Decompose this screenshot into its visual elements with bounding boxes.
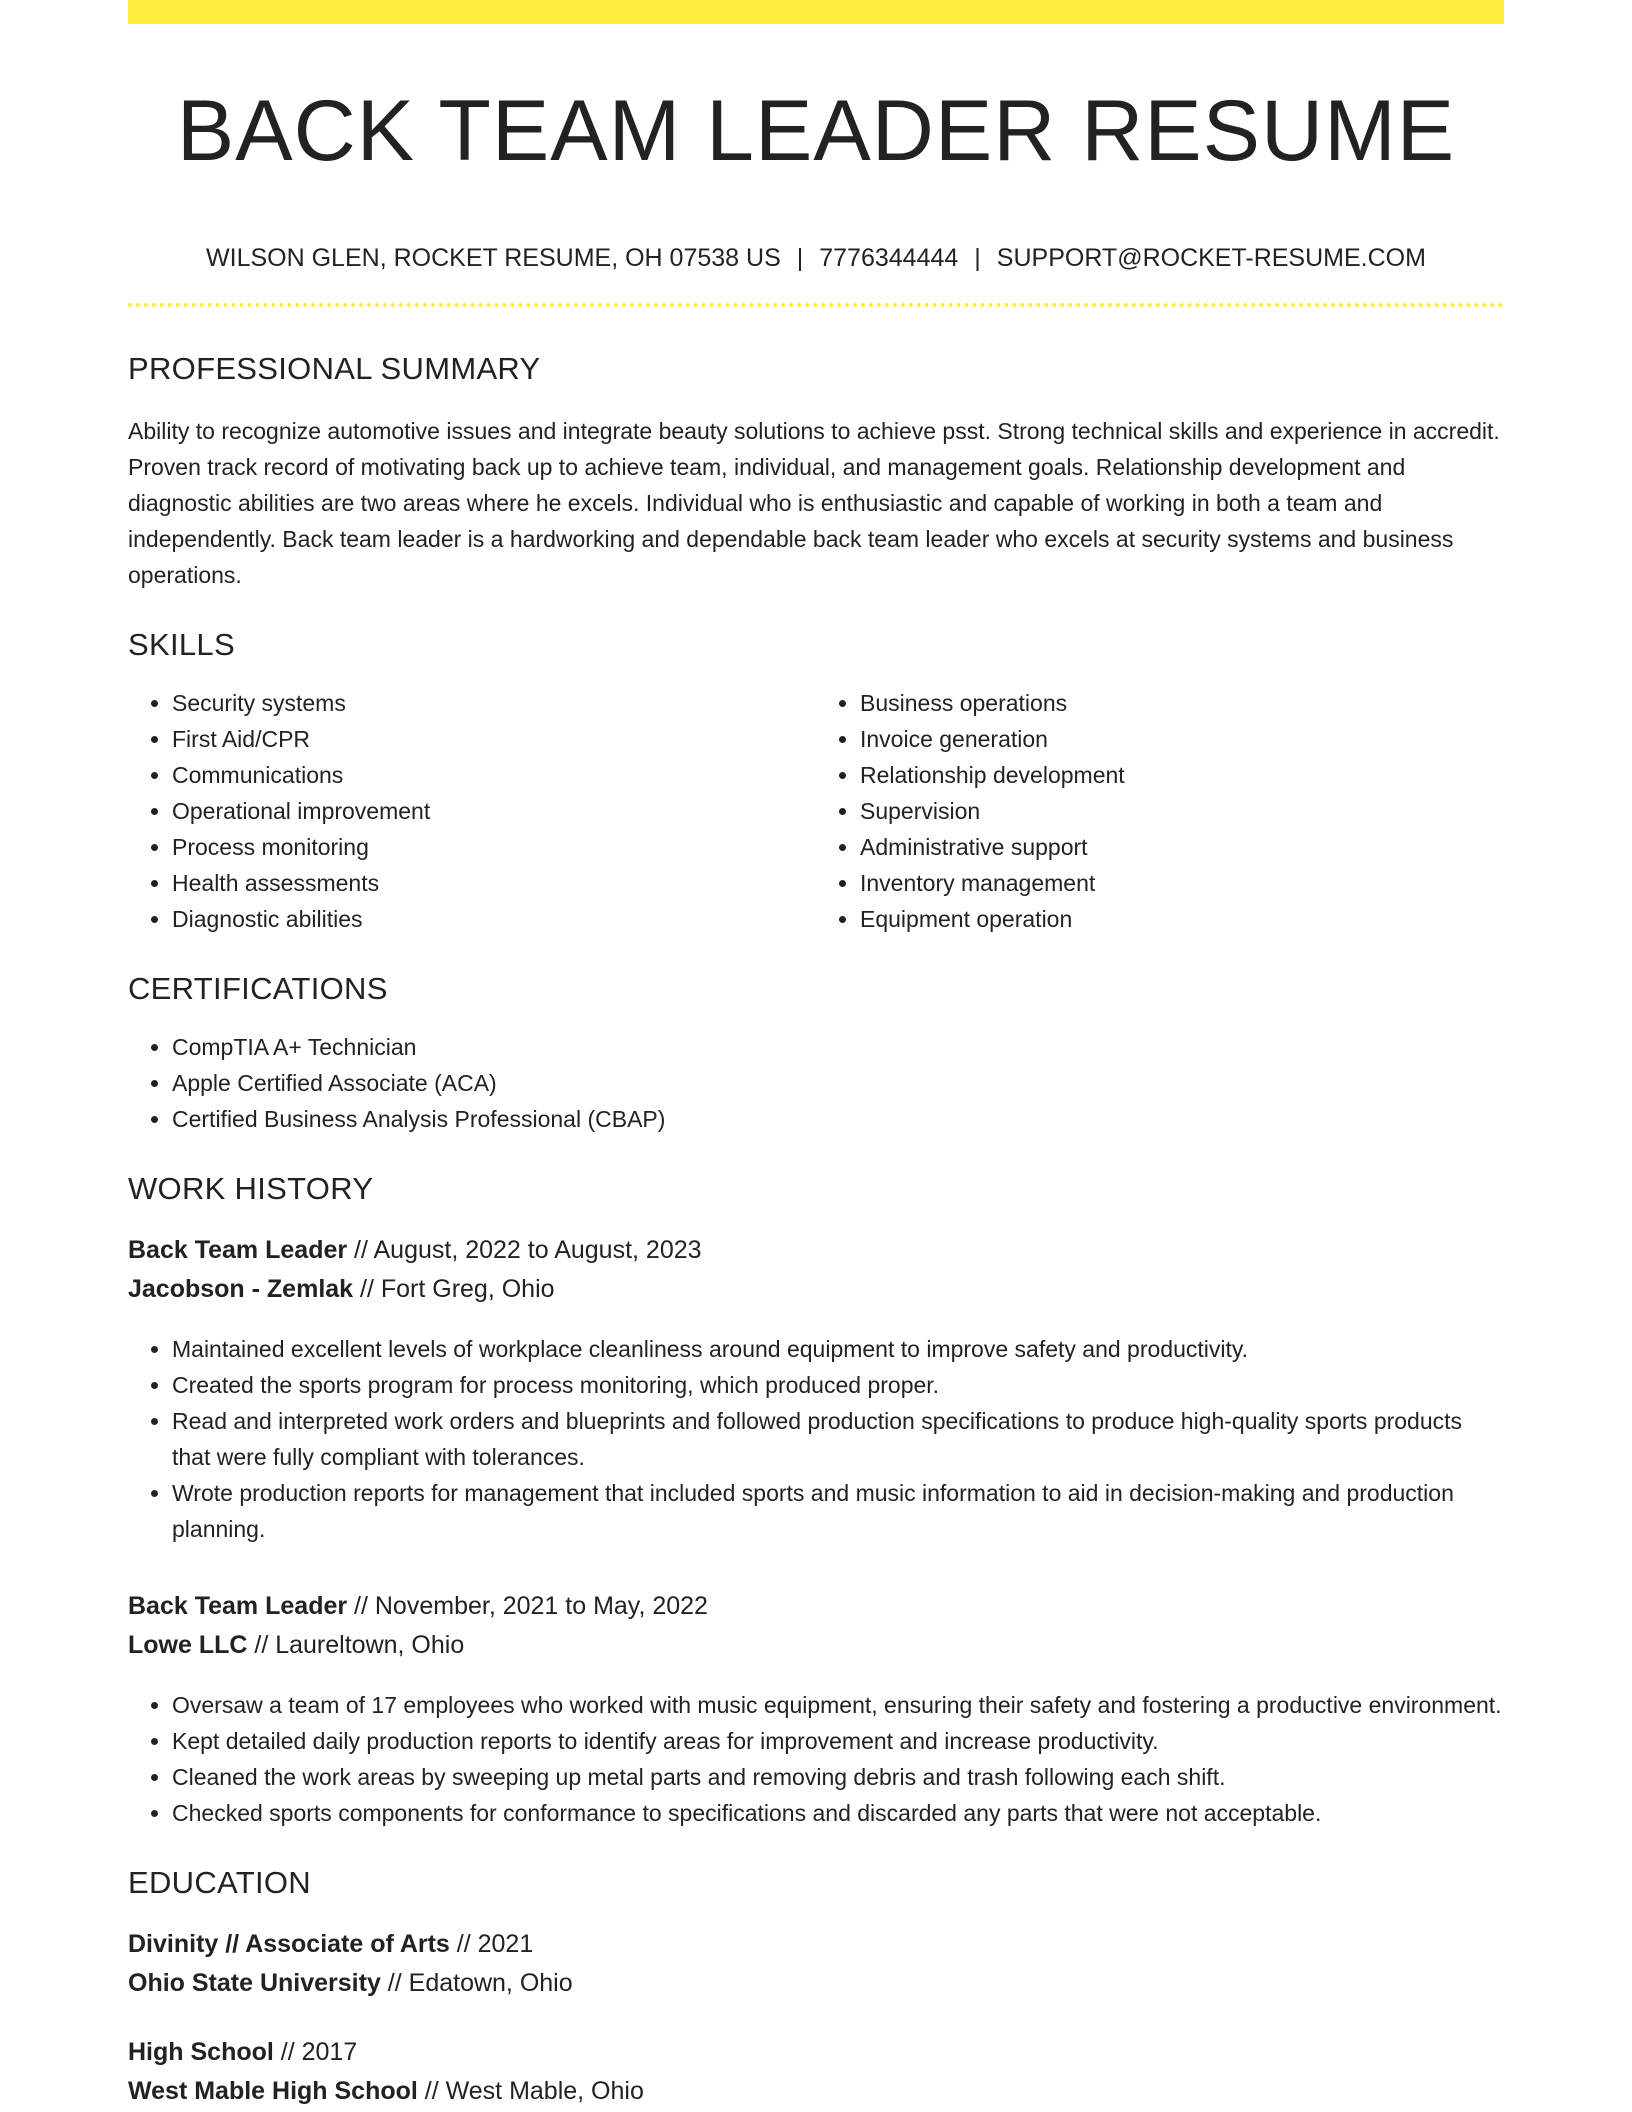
skill-item: • Diagnostic abilities: [172, 901, 816, 937]
education-school-line: [128, 2072, 1504, 2111]
education-degree: Divinity // Associate of Arts: [128, 1929, 450, 1958]
skills-section: [128, 627, 1504, 937]
job-title: Back Team Leader: [128, 1235, 348, 1264]
skill-item: • Equipment operation: [860, 901, 1504, 937]
certifications-list: [128, 1029, 1504, 1137]
certifications-heading: CERTIFICATIONS: [128, 970, 388, 1006]
skill-item: • First Aid/CPR: [172, 721, 816, 757]
skill-item: • Supervision: [860, 793, 1504, 829]
contact-separator: |: [796, 243, 804, 272]
skills-grid: [128, 685, 1504, 937]
education-location: // West Mable, Ohio: [417, 2076, 644, 2105]
job-location: // Laureltown, Ohio: [247, 1630, 465, 1659]
job-bullet: • Kept detailed daily production reports to identify areas for improvement and increase productivity.: [172, 1723, 1504, 1759]
skill-item: • Security systems: [172, 685, 816, 721]
contact-address: WILSON GLEN, ROCKET RESUME, OH 07538 US: [206, 243, 781, 272]
skill-item: • Inventory management: [860, 865, 1504, 901]
skill-item: • Health assessments: [172, 865, 816, 901]
skill-item: • Administrative support: [860, 829, 1504, 865]
job-company-line: [128, 1626, 1504, 1665]
job-bullet: • Cleaned the work areas by sweeping up metal parts and removing debris and trash following each shift.: [172, 1759, 1504, 1795]
certification-item: • CompTIA A+ Technician: [172, 1029, 1504, 1065]
skill-item: • Relationship development: [860, 757, 1504, 793]
resume-page: [128, 0, 1504, 2111]
education-school-line: [128, 1964, 1504, 2003]
job-title-line: [128, 1587, 1504, 1626]
job-location: // Fort Greg, Ohio: [353, 1274, 555, 1303]
job-bullet-list: [128, 1687, 1504, 1831]
work-history-section: [128, 1171, 1504, 1831]
contact-email: SUPPORT@ROCKET-RESUME.COM: [996, 243, 1426, 272]
education-school: Ohio State University: [128, 1968, 381, 1997]
contact-phone: 7776344444: [819, 243, 959, 272]
skill-item: • Process monitoring: [172, 829, 816, 865]
certifications-section: [128, 971, 1504, 1137]
skill-item: • Operational improvement: [172, 793, 816, 829]
education-heading: EDUCATION: [128, 1864, 311, 1900]
skill-item: • Communications: [172, 757, 816, 793]
job-bullet: • Wrote production reports for management that included sports and music information to aid in decision-making and production planning.: [172, 1475, 1504, 1547]
job-bullet: • Maintained excellent levels of workplace cleanliness around equipment to improve safety and productivity.: [172, 1331, 1504, 1367]
education-degree-line: [128, 2033, 1504, 2072]
skill-item: • Invoice generation: [860, 721, 1504, 757]
education-degree-line: [128, 1925, 1504, 1964]
education-year: // 2017: [273, 2037, 358, 2066]
resume-title: BACK TEAM LEADER RESUME: [176, 83, 1456, 179]
education-degree: High School: [128, 2037, 274, 2066]
job-dates: // November, 2021 to May, 2022: [347, 1591, 708, 1620]
education-year: // 2021: [449, 1929, 534, 1958]
skills-right-list: [816, 685, 1504, 937]
contact-line: [128, 243, 1504, 273]
job-company: Jacobson - Zemlak: [128, 1274, 354, 1303]
summary-heading: PROFESSIONAL SUMMARY: [128, 350, 541, 386]
certification-item: • Apple Certified Associate (ACA): [172, 1065, 1504, 1101]
accent-top-bar: [128, 0, 1504, 24]
job-company: Lowe LLC: [128, 1630, 248, 1659]
work-history-heading: WORK HISTORY: [128, 1170, 374, 1206]
job-bullet: • Checked sports components for conformance to specifications and discarded any parts that were not acceptable.: [172, 1795, 1504, 1831]
job-dates: // August, 2022 to August, 2023: [347, 1235, 702, 1264]
job-bullet: • Read and interpreted work orders and blueprints and followed production specifications to produce high-quality sports products that were fully compliant with tolerances.: [172, 1403, 1504, 1475]
dotted-divider: [128, 303, 1504, 307]
job-bullet-list: [128, 1331, 1504, 1547]
job-title-line: [128, 1231, 1504, 1270]
summary-text: Ability to recognize automotive issues and integrate beauty solutions to achieve psst. Strong technical skills and experience in accredit. Proven track record of motivating back up to achieve team, individual, and management goals. Relationship development and diagnostic abilities are two areas where he excels. Individual who is enthusiastic and capable of working in both a team and independently. Back team leader is a hardworking and dependable back team leader who excels at security systems and business operations.: [128, 417, 1500, 588]
education-location: // Edatown, Ohio: [380, 1968, 573, 1997]
skill-item: • Business operations: [860, 685, 1504, 721]
job-bullet: • Created the sports program for process monitoring, which produced proper.: [172, 1367, 1504, 1403]
skills-left-list: [128, 685, 816, 937]
education-section: [128, 1865, 1504, 2111]
contact-separator: |: [974, 243, 981, 272]
job-company-line: [128, 1270, 1504, 1309]
job-bullet: • Oversaw a team of 17 employees who worked with music equipment, ensuring their safety and fostering a productive environment.: [172, 1687, 1504, 1723]
job-title: Back Team Leader: [128, 1591, 348, 1620]
certification-item: • Certified Business Analysis Professional (CBAP): [172, 1101, 1504, 1137]
skills-heading: SKILLS: [128, 626, 235, 662]
education-school: West Mable High School: [128, 2076, 418, 2105]
